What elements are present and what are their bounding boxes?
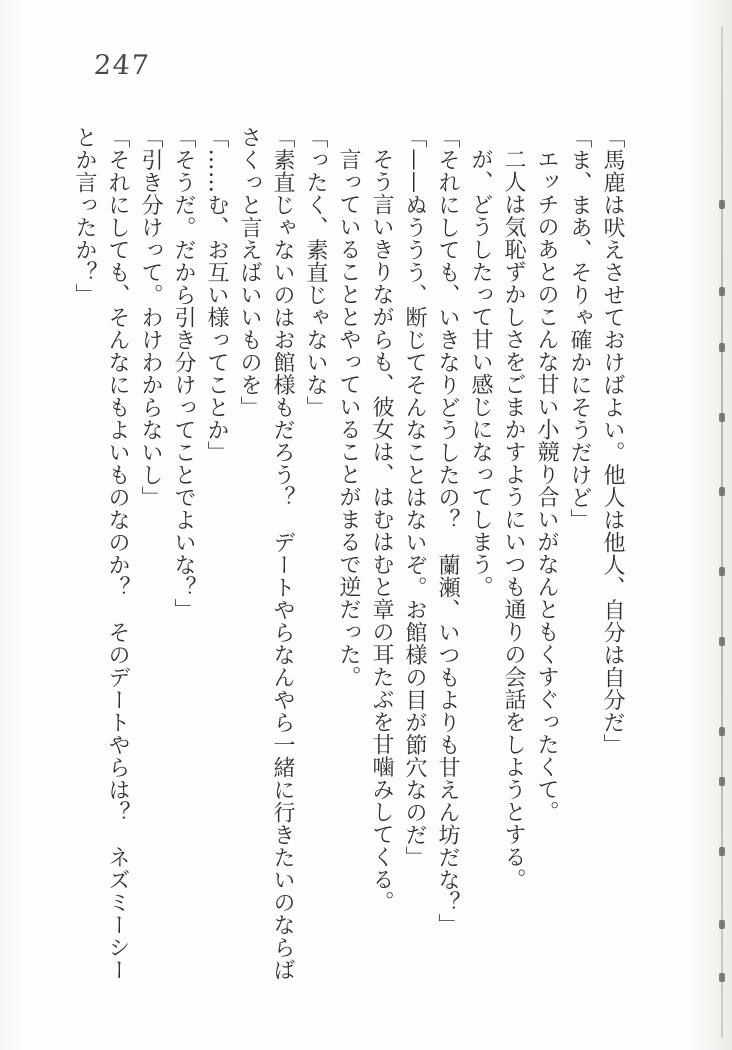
text-line: 「そうだ。だから引き分けってことでよいな？」 — [171, 126, 196, 621]
text-line: そう言いきりながらも、彼女は、はむはむと章の耳たぶを甘噛みしてくる。 — [369, 148, 394, 913]
text-block — [68, 126, 629, 982]
page-edge-mark — [719, 200, 725, 209]
text-line: 言っていることとやっていることがまるで逆だった。 — [336, 148, 361, 688]
text-line: さくっと言えばいいものを」 — [237, 126, 262, 419]
page-edge-mark — [719, 973, 725, 982]
text-line: 「ま、まあ、そりゃ確かにそうだけど」 — [567, 126, 592, 531]
page-edge-mark — [719, 487, 725, 496]
text-line: 「——ぬううう、断じてそんなことはないぞ。お館様の目が節穴なのだ」 — [402, 126, 427, 869]
text-line: エッチのあとのこんな甘い小競り合いがなんともくすぐったくて。 — [534, 148, 559, 823]
page-edge-line — [721, 26, 723, 1038]
page-edge-mark — [719, 847, 725, 856]
page-edge-mark — [719, 920, 725, 929]
text-line: が、どうしたって甘い感じになってしまう。 — [468, 148, 493, 598]
text-line: 「引き分けって。わけわからないし」 — [138, 126, 163, 509]
text-line: 「それにしても、そんなにもよいものなのか？ そのデートやらは？ ネズミーシー — [105, 126, 130, 981]
text-line: 二人は気恥ずかしさをごまかすようにいつも通りの会話をしようとする。 — [501, 148, 526, 891]
text-line: 「素直じゃないのはお館様もだろう？ デートやらなんやら一緒に行きたいのならば — [270, 126, 295, 981]
text-line: 「馬鹿は吠えさせておけばよい。他人は他人、自分は自分だ」 — [600, 126, 625, 756]
page-edge-mark — [719, 413, 725, 422]
text-line: とか言ったか？」 — [72, 126, 97, 306]
page-edge-mark — [719, 637, 725, 646]
page-number: 247 — [92, 50, 152, 81]
text-line: 「ったく、素直じゃないな」 — [303, 126, 328, 419]
page-edge-mark — [719, 567, 725, 576]
page-edge-mark — [719, 343, 725, 352]
page-edge-mark — [719, 287, 725, 296]
page-edge-mark — [719, 727, 725, 736]
text-line: 「……む、お互い様ってことか」 — [204, 126, 229, 464]
text-line: 「それにしても、いきなりどうしたの？ 蘭瀬、いつもよりも甘えん坊だな？」 — [435, 126, 460, 936]
page-edge-mark — [719, 777, 725, 786]
